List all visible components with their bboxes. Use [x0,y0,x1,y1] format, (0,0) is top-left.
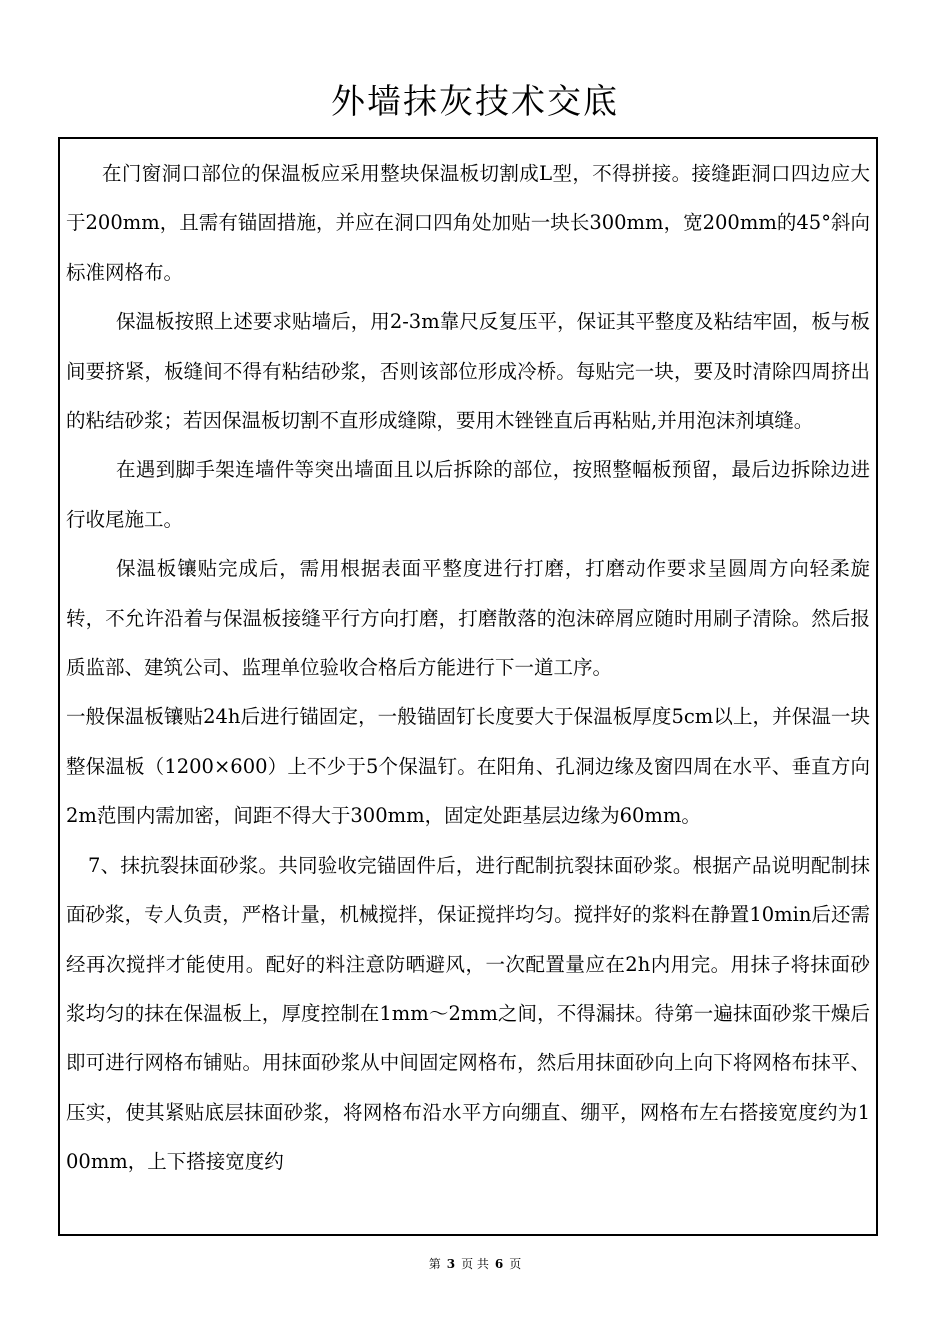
paragraph-door-window-openings: 在门窗洞口部位的保温板应采用整块保温板切割成L型，不得拼接。接缝距洞口四边应大于200mm，且需有锚固措施，并应在洞口四角处加贴一块长300mm，宽200mm的45°斜向标准网格布。 [66,162,870,284]
content-box [58,137,878,1236]
footer-total-pages: 6 [494,1257,504,1271]
footer-prefix: 第 [428,1257,441,1271]
paragraph-scaffold-reserve: 在遇到脚手架连墙件等突出墙面且以后拆除的部位，按照整幅板预留，最后边拆除边进行收尾施工。 [66,458,870,531]
document-title: 外墙抹灰技术交底 [331,82,619,122]
paragraph-anti-crack-mortar: 7、抹抗裂抹面砂浆。共同验收完锚固件后，进行配制抗裂抹面砂浆。根据产品说明配制抹面砂浆，专人负责，严格计量，机械搅拌，保证搅拌均匀。搅拌好的浆料在静置10min后还需经再次搅拌才能使用。配好的料注意防晒避风，一次配置量应在2h内用完。用抹子将抹面砂浆均匀的抹在保温板上，厚度控制在1mm～2mm之间，不得漏抹。待第一遍抹面砂浆干燥后即可进行网格布铺贴。用抹面砂浆从中间固定网格布，然后用抹面砂向上向下将网格布抹平、压实，使其紧贴底层抹面砂浆，将网格布沿水平方向绷直、绷平，网格布左右搭接宽度约为100mm，上下搭接宽度约 [66,853,870,1174]
footer-page-number: 3 [446,1257,456,1271]
page-footer [0,1256,950,1272]
paragraph-anchoring: 一般保温板镶贴24h后进行锚固定，一般锚固钉长度要大于保温板厚度5cm以上，并保温一块整保温板（1200×600）上不少于5个保温钉。在阳角、孔洞边缘及窗四周在水平、垂直方向2m范围内需加密，间距不得大于300mm，固定处距基层边缘为60mm。 [66,705,870,828]
paragraph-sanding: 保温板镶贴完成后，需用根据表面平整度进行打磨，打磨动作要求呈圆周方向轻柔旋转，不允许沿着与保温板接缝平行方向打磨，打磨散落的泡沫碎屑应随时用刷子清除。然后报质监部、建筑公司、监理单位验收合格后方能进行下一道工序。 [66,557,870,680]
footer-suffix: 页 [509,1257,522,1271]
footer-middle: 页 共 [461,1257,489,1271]
paragraph-board-pressing: 保温板按照上述要求贴墙后，用2-3m靠尺反复压平，保证其平整度及粘结牢固，板与板间要挤紧，板缝间不得有粘结砂浆，否则该部位形成冷桥。每贴完一块，要及时清除四周挤出的粘结砂浆；若因保温板切割不直形成缝隙，要用木锉锉直后再粘贴,并用泡沫剂填缝。 [66,310,870,433]
